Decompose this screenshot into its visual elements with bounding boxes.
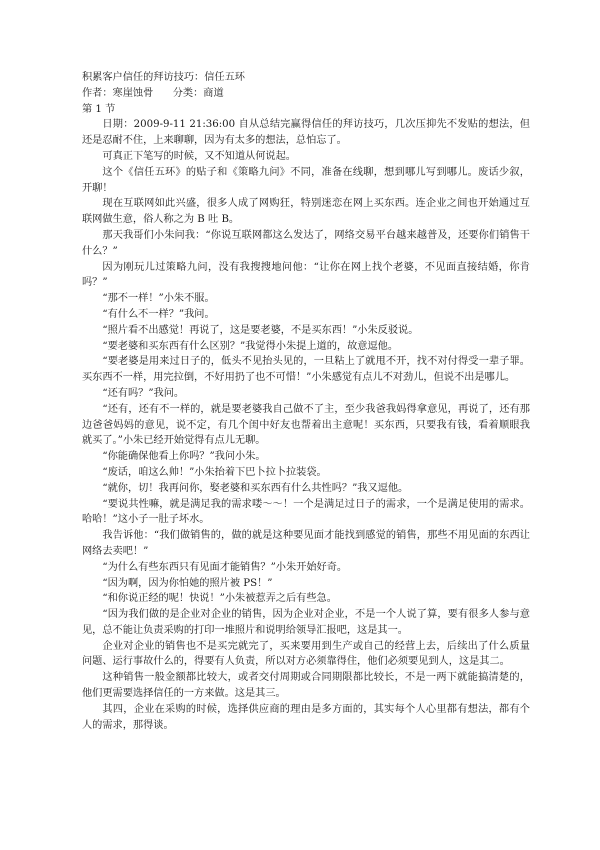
article-byline: 作者：寒崖蚀骨 分类：商道 — [82, 87, 224, 99]
paragraph: “要老婆是用来过日子的，低头不见抬头见的，一旦粘上了就甩不开，找不对付得受一辈子罪。买东西不一样，用完拉倒，不好用扔了也不可惜！”小朱感觉有点儿不对劲儿，但说不出是哪儿。 — [82, 356, 530, 384]
paragraph: “照片看不出感觉！再说了，这是要老婆，不是买东西！”小朱反驳说。 — [102, 324, 419, 336]
paragraph: 可真正下笔写的时候，又不知道从何说起。 — [102, 150, 296, 162]
paragraph: “要老婆和买东西有什么区别？”我觉得小朱提上道的，故意逗他。 — [102, 340, 399, 352]
paragraph: “你能确保他看上你吗？”我问小朱。 — [102, 451, 266, 463]
paragraph: 那天我哥们小朱问我：“你说互联网都这么发达了，网络交易平台越来越普及，还要你们销售干什么？” — [82, 229, 530, 257]
paragraph: 企业对企业的销售也不是买完就完了，买来要用到生产或自己的经营上去，后续出了什么质量问题、运行事故什么的，得要有人负责，所以对方必须靠得住，他们必须要见到人，这是其二。 — [82, 640, 530, 668]
paragraph: 这种销售一般金额都比较大，或者交付周期或合同期限都比较长，不是一两下就能搞清楚的，他们更需要选择信任的一方来做。这是其三。 — [82, 672, 530, 700]
paragraph: “那不一样！”小朱不服。 — [102, 293, 215, 305]
paragraph: “就你，切！我再问你，娶老婆和买东西有什么共性吗？”我又逗他。 — [102, 482, 409, 494]
paragraph: “还有吗？”我问。 — [102, 387, 185, 399]
section-heading: 第 1 节 — [82, 103, 116, 115]
paragraph: 这个《信任五环》的贴子和《策略九问》不同，准备在线聊，想到哪儿写到哪儿。废话少叙，开聊！ — [82, 166, 530, 194]
paragraph: “因为啊，因为你怕她的照片被 PS！” — [102, 577, 273, 589]
paragraph: “有什么不一样？”我问。 — [102, 308, 215, 320]
paragraph: “为什么有些东西只有见面才能销售？”小朱开始好奇。 — [102, 561, 348, 573]
article-title: 积累客户信任的拜访技巧：信任五环 — [82, 72, 245, 83]
paragraph: “因为我们做的是企业对企业的销售，因为企业对企业，不是一个人说了算，要有很多人参与意见，总不能让负责采购的打印一堆照片和说明给领导汇报吧，这是其一。 — [82, 609, 530, 636]
document-body — [82, 70, 530, 733]
paragraph: 现在互联网如此兴盛，很多人成了网购狂，特别迷恋在网上买东西。连企业之间也开始通过互联网做生意，俗人称之为 B 吐 B。 — [82, 198, 530, 226]
paragraph: 我告诉他：“我们做销售的，做的就是这种要见面才能找到感觉的销售，那些不用见面的东西让网络去卖吧！” — [82, 530, 530, 557]
paragraph: “要说共性嘛，就是满足我的需求喽～～！一个是满足过日子的需求，一个是满足使用的需求。哈哈！”这小子一肚子坏水。 — [82, 498, 530, 526]
article-text — [82, 117, 530, 733]
paragraph: “还有，还有不一样的，就是要老婆我自己做不了主，至少我爸我妈得拿意见，再说了，还有那边爸爸妈妈的意见，说不定，有几个闺中好友也帮着出主意呢！买东西，只要我有钱，看着顺眼我就买了。”小朱已经开始觉得有点儿无聊。 — [82, 403, 530, 447]
paragraph: “废话，咱这么帅！”小朱抬着下巴卜拉卜拉装袋。 — [102, 466, 327, 478]
paragraph: 日期：2009-9-11 21:36:00 自从总结完赢得信任的拜访技巧，几次压抑先不发贴的想法，但还是忍耐不住，上来聊聊，因为有太多的想法，总怕忘了。 — [82, 119, 530, 147]
paragraph: 其四，企业在采购的时候，选择供应商的理由是多方面的，其实每个人心里都有想法，都有个人的需求，那得谈。 — [82, 703, 530, 731]
paragraph: “和你说正经的呢！快说！”小朱被惹弄之后有些急。 — [102, 593, 337, 605]
paragraph: 因为刚玩儿过策略九问，没有我搜搜地问他：“让你在网上找个老婆，不见面直接结婚，你肯吗？” — [82, 261, 530, 289]
